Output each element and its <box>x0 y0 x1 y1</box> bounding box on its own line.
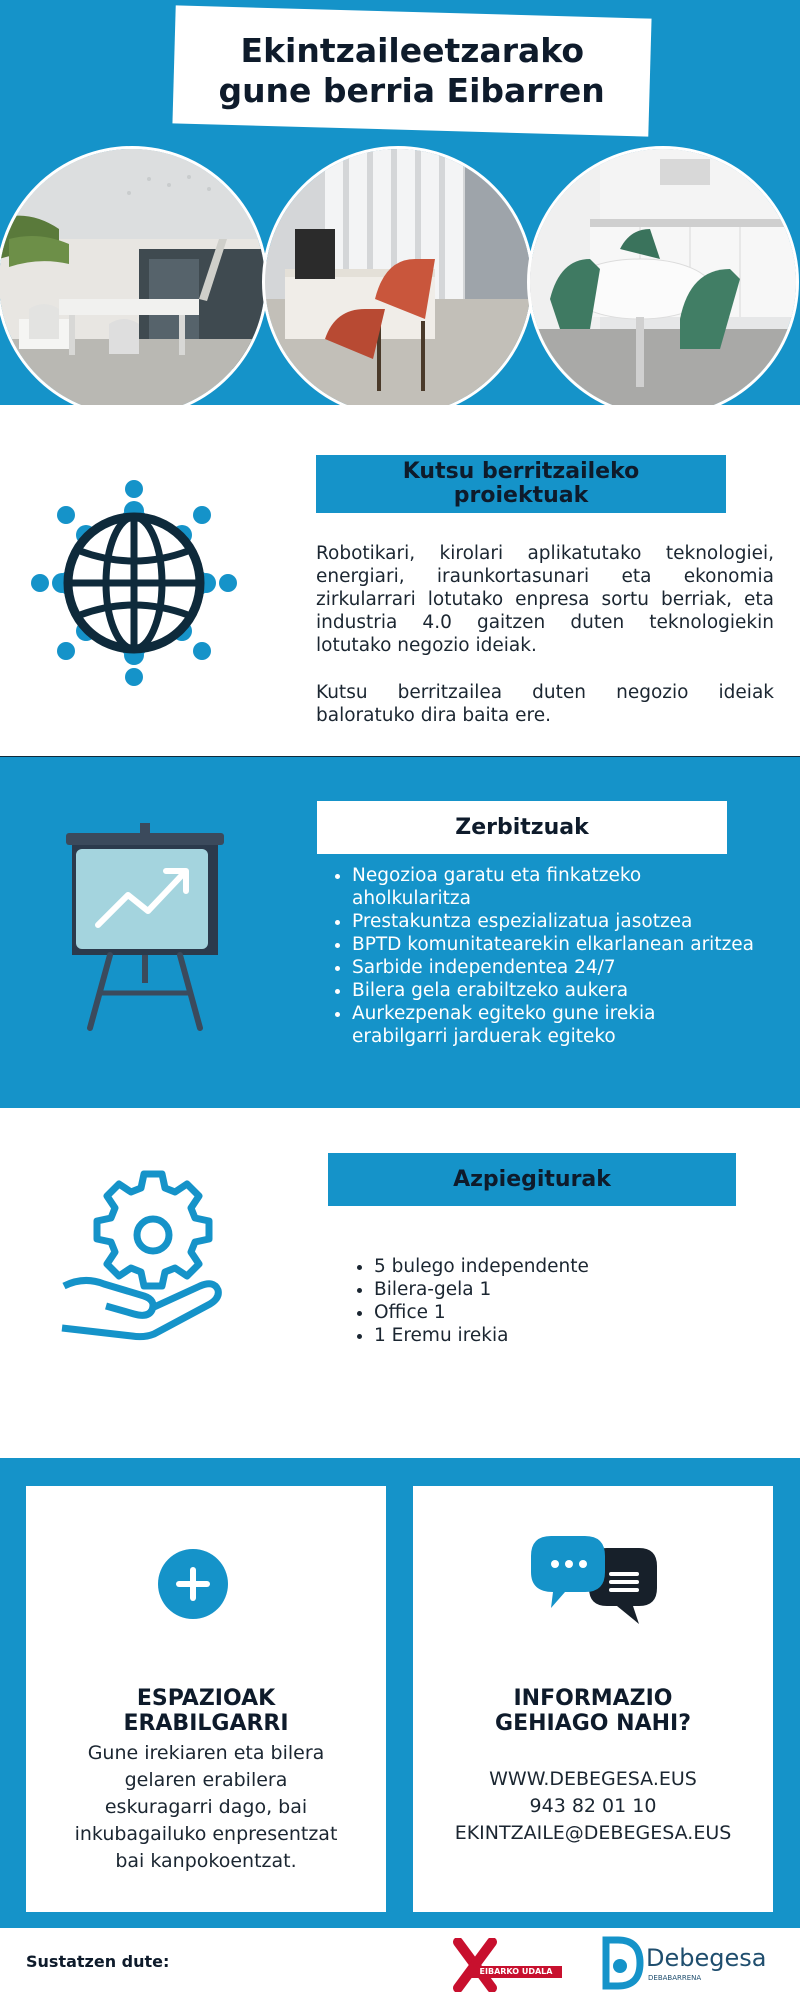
sponsors-label: Sustatzen dute: <box>26 1952 170 1971</box>
list-item: • Bilera gela erabiltzeko aukera <box>352 979 756 1002</box>
innovation-section <box>0 405 800 757</box>
chat-bubbles-icon <box>529 1534 659 1634</box>
footer <box>0 1928 800 2000</box>
infrastructure-heading: Azpiegiturak <box>328 1153 736 1206</box>
info-heading-line2: GEHIAGO NAHI? <box>495 1711 691 1736</box>
debegesa-logo <box>600 1936 780 1994</box>
list-item: • Sarbide independentea 24/7 <box>352 956 756 979</box>
debegesa-logo-sub: DEBABARRENA <box>648 1974 702 1982</box>
page-title-line2: gune berria Eibarren <box>218 70 605 110</box>
spaces-text-line: gelaren erabilera <box>124 1769 288 1791</box>
infrastructure-section <box>0 1108 800 1458</box>
innovation-heading <box>316 455 726 513</box>
services-list <box>316 864 756 1048</box>
info-card <box>413 1486 773 1912</box>
eibar-council-logo <box>452 1938 572 1992</box>
contact-info <box>413 1766 773 1847</box>
info-heading-line1: INFORMAZIO <box>513 1686 673 1711</box>
list-item: • Bilera-gela 1 <box>374 1278 738 1301</box>
page-title-line1: Ekintzaileetzarako <box>240 31 585 71</box>
hero-section <box>0 0 800 405</box>
gear-in-hand-icon <box>58 1164 238 1348</box>
eibar-council-logo-text: EIBARKO UDALA <box>479 1967 553 1976</box>
office-photo-2 <box>262 146 534 418</box>
innovation-paragraph-2: Kutsu berritzailea duten negozio ideiak baloratuko dira baita ere. <box>316 682 774 726</box>
office-photo-3 <box>527 146 799 418</box>
spaces-heading <box>26 1686 386 1736</box>
spaces-text-line: bai kanpokoentzat. <box>115 1850 297 1872</box>
spaces-text-line: eskuragarri dago, bai <box>104 1796 308 1818</box>
email-link[interactable]: EKINTZAILE@DEBEGESA.EUS <box>454 1822 732 1844</box>
spaces-text-line: inkubagailuko enpresentzat <box>74 1823 338 1845</box>
info-heading <box>413 1686 773 1736</box>
spaces-text <box>26 1740 386 1875</box>
plus-circle-icon <box>157 1548 229 1624</box>
services-heading: Zerbitzuak <box>317 801 727 854</box>
innovation-heading-line1: Kutsu berritzaileko <box>402 459 640 484</box>
list-item: • Aurkezpenak egiteko gune irekia erabilgarri jarduerak egiteko <box>352 1002 756 1048</box>
website-link[interactable]: WWW.DEBEGESA.EUS <box>489 1768 697 1790</box>
phone-number[interactable]: 943 82 01 10 <box>529 1795 657 1817</box>
presentation-board-icon <box>60 823 230 1037</box>
spaces-card <box>26 1486 386 1912</box>
services-section <box>0 757 800 1108</box>
list-item: • Prestakuntza espezializatua jasotzea <box>352 910 756 933</box>
cards-section <box>0 1458 800 1928</box>
list-item: • 1 Eremu irekia <box>374 1324 738 1347</box>
innovation-paragraph-1: Robotikari, kirolari aplikatutako teknologiei, energiari, iraunkortasunari eta ekonomia zirkularrari lotutako enpresa sortu berriak, eta industria 4.0 gaitzen duten teknologiekin lotutako negozio ideiak. <box>316 543 774 656</box>
innovation-heading-line2: proiektuak <box>453 483 589 508</box>
list-item: • 5 bulego independente <box>374 1255 738 1278</box>
spaces-heading-line2: ERABILGARRI <box>123 1711 289 1736</box>
office-photo-1 <box>0 146 268 418</box>
list-item: • BPTD komunitatearekin elkarlanean aritzea <box>352 933 756 956</box>
title-card <box>172 5 651 136</box>
debegesa-logo-name: Debegesa <box>646 1944 767 1972</box>
globe-network-icon <box>22 471 246 699</box>
spaces-text-line: Gune irekiaren eta bilera <box>87 1742 325 1764</box>
list-item: • Office 1 <box>374 1301 738 1324</box>
list-item: • Negozioa garatu eta finkatzeko aholkularitza <box>352 864 756 910</box>
spaces-heading-line1: ESPAZIOAK <box>136 1686 276 1711</box>
infrastructure-list <box>338 1255 738 1347</box>
